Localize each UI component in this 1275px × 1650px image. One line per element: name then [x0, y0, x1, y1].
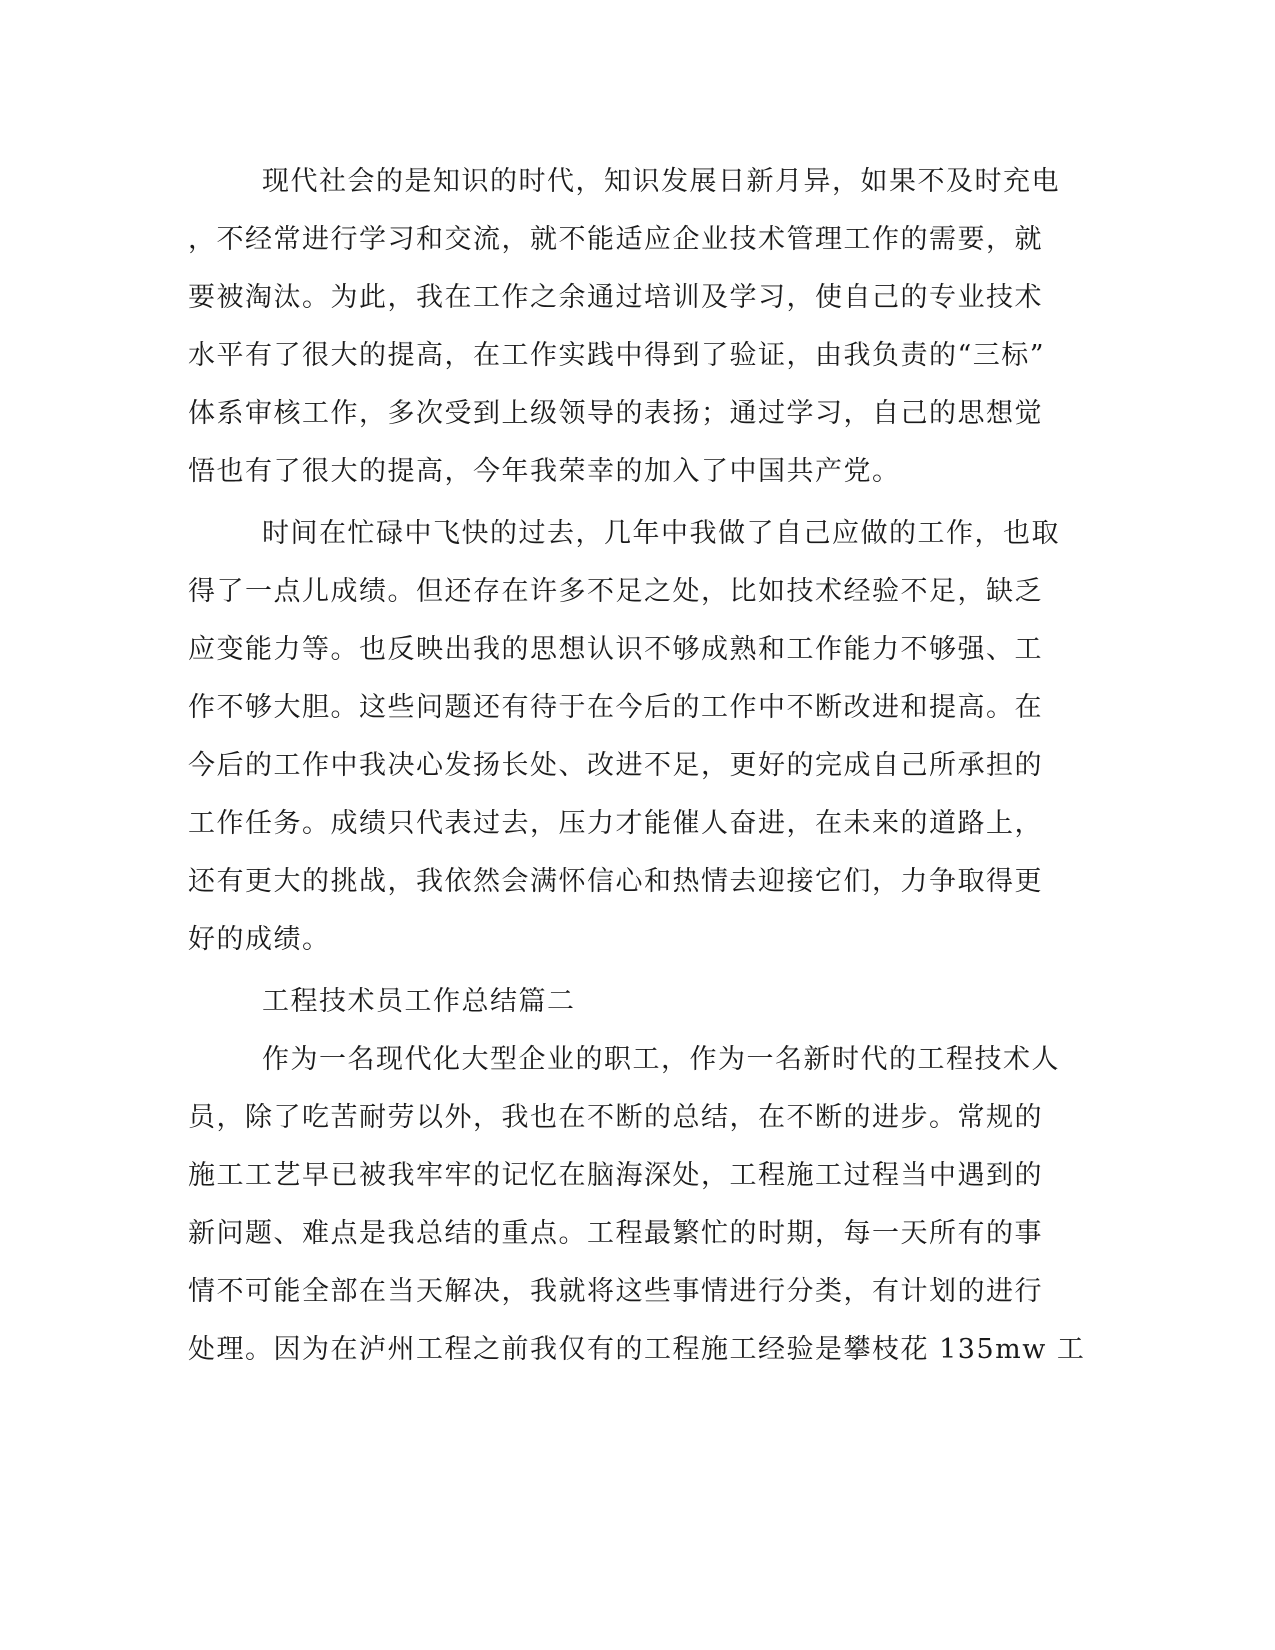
- paragraph-2-line-5: 今后的工作中我决心发扬长处、改进不足，更好的完成自己所承担的: [188, 750, 1043, 781]
- paragraph-2-line-7: 还有更大的挑战，我依然会满怀信心和热情去迎接它们，力争取得更: [188, 866, 1043, 897]
- paragraph-2-line-2: 得了一点儿成绩。但还存在许多不足之处，比如技术经验不足，缺乏: [188, 576, 1043, 607]
- paragraph-2-line-8: 好的成绩。: [188, 924, 331, 955]
- paragraph-3-line-3: 施工工艺早已被我牢牢的记忆在脑海深处，工程施工过程当中遇到的: [188, 1160, 1043, 1191]
- paragraph-1-line-1: 现代社会的是知识的时代，知识发展日新月异，如果不及时充电: [262, 166, 1060, 197]
- paragraph-3-line-5: 情不可能全部在当天解决，我就将这些事情进行分类，有计划的进行: [188, 1276, 1043, 1307]
- paragraph-2-line-4: 作不够大胆。这些问题还有待于在今后的工作中不断改进和提高。在: [188, 692, 1043, 723]
- paragraph-1-line-3: 要被淘汰。为此，我在工作之余通过培训及学习，使自己的专业技术: [188, 282, 1043, 313]
- paragraph-1-line-5: 体系审核工作，多次受到上级领导的表扬；通过学习，自己的思想觉: [188, 398, 1043, 429]
- paragraph-3-line-6: 处理。因为在泸州工程之前我仅有的工程施工经验是攀枝花 135mw 工: [188, 1334, 1086, 1365]
- paragraph-1-line-2: ，不经常进行学习和交流，就不能适应企业技术管理工作的需要，就: [188, 224, 1043, 255]
- paragraph-1-line-6: 悟也有了很大的提高，今年我荣幸的加入了中国共产党。: [188, 456, 901, 487]
- paragraph-2-line-6: 工作任务。成绩只代表过去，压力才能催人奋进，在未来的道路上，: [188, 808, 1043, 839]
- paragraph-2-line-1: 时间在忙碌中飞快的过去，几年中我做了自己应做的工作，也取: [262, 518, 1060, 549]
- section-heading: 工程技术员工作总结篇二: [262, 986, 576, 1017]
- paragraph-3-line-4: 新问题、难点是我总结的重点。工程最繁忙的时期，每一天所有的事: [188, 1218, 1043, 1249]
- paragraph-2-line-3: 应变能力等。也反映出我的思想认识不够成熟和工作能力不够强、工: [188, 634, 1043, 665]
- paragraph-1-line-4: 水平有了很大的提高，在工作实践中得到了验证，由我负责的“三标”: [188, 340, 1046, 371]
- paragraph-3-line-2: 员，除了吃苦耐劳以外，我也在不断的总结，在不断的进步。常规的: [188, 1102, 1043, 1133]
- paragraph-3-line-1: 作为一名现代化大型企业的职工，作为一名新时代的工程技术人: [262, 1044, 1060, 1075]
